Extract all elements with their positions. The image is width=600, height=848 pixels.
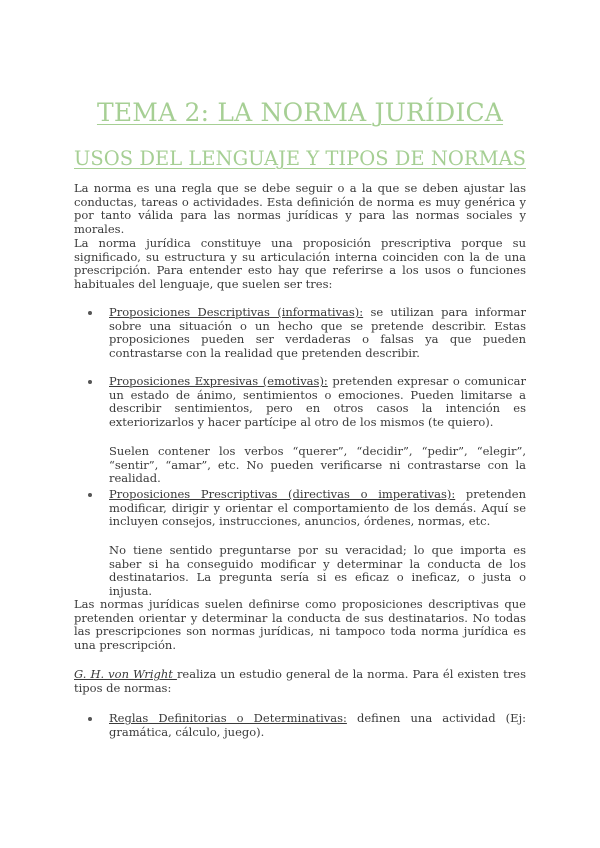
list-item-descriptivas [74, 306, 526, 360]
list-item-prescriptivas [74, 488, 526, 529]
bullet-text: pretenden expresar o comunicar un estado de ánimo, sentimientos o emociones. Pueden limitarse a describir sentimientos, pero en otros casos la intención es exteriorizarlos y hacer partícipe al otro de los mismos (te quiero). [109, 374, 526, 429]
bullet-term: Proposiciones Descriptivas (informativas): [109, 305, 364, 319]
bullet-dot-icon [88, 717, 92, 721]
page-title: TEMA 2: LA NORMA JURÍDICA [96, 98, 504, 127]
bullet-text: definen una actividad (Ej: gramática, cálculo, juego). [109, 711, 527, 739]
paragraph-von-wright [74, 668, 526, 695]
bullet-text: se utilizan para informar sobre una situación o un hecho que se pretende describir. Estas proposiciones pueden ser verdaderas o falsas ya que pueden contrastarse con la realidad que pretenden describir. [109, 305, 527, 360]
bullet-term: Proposiciones Prescriptivas (directivas o imperativas): [109, 487, 456, 501]
bullet-term: Proposiciones Expresivas (emotivas): [109, 374, 328, 388]
bullet-dot-icon [88, 311, 92, 315]
section-subtitle: USOS DEL LENGUAJE Y TIPOS DE NORMAS [74, 147, 526, 170]
bullet-term: Reglas Definitorias o Determinativas: [109, 711, 347, 725]
intro-paragraph-1: La norma es una regla que se debe seguir o a la que se deben ajustar las conductas, tareas o actividades. Esta definición de norma es muy genérica y por tanto válida para las normas jurídicas y para las normas sociales y morales. [74, 181, 526, 236]
author-name: G. H. von Wright [74, 667, 177, 681]
bullet-dot-icon [88, 380, 92, 384]
list-item-expresivas [74, 375, 526, 429]
bullet-text: pretenden modificar, dirigir y orientar el comportamiento de los demás. Aquí se incluyen consejos, instrucciones, anuncios, órdenes, normas, etc. [109, 487, 526, 529]
paragraph-3: Las normas jurídicas suelen definirse como proposiciones descriptivas que pretenden orientar y determinar la conducta de sus destinatarios. No todas las prescripciones son normas jurídicas, ni tampoco toda norma jurídica es una prescripción. [74, 597, 526, 652]
bullet-extra-prescriptivas: No tiene sentido preguntarse por su veracidad; lo que importa es saber si ha conseguido modificar y determinar la conducta de los destinatarios. La pregunta sería si es eficaz o ineficaz, o justa o injusta. [109, 543, 526, 598]
intro-paragraph-2: La norma jurídica constituye una proposición prescriptiva porque su significado, su estructura y su articulación interna coinciden con la de una prescripción. Para entender esto hay que referirse a los usos o funciones habituales del lenguaje, que suelen ser tres: [74, 236, 526, 291]
bullet-extra-expresivas: Suelen contener los verbos “querer”, “decidir”, “pedir”, “elegir”, “sentir”, “amar”, etc. No pueden verificarse ni contrastarse con la realidad. [109, 444, 526, 486]
bullet-dot-icon [88, 493, 92, 497]
list-item-definitorias [74, 712, 526, 739]
author-text: realiza un estudio general de la norma. Para él existen tres tipos de normas: [74, 667, 526, 695]
